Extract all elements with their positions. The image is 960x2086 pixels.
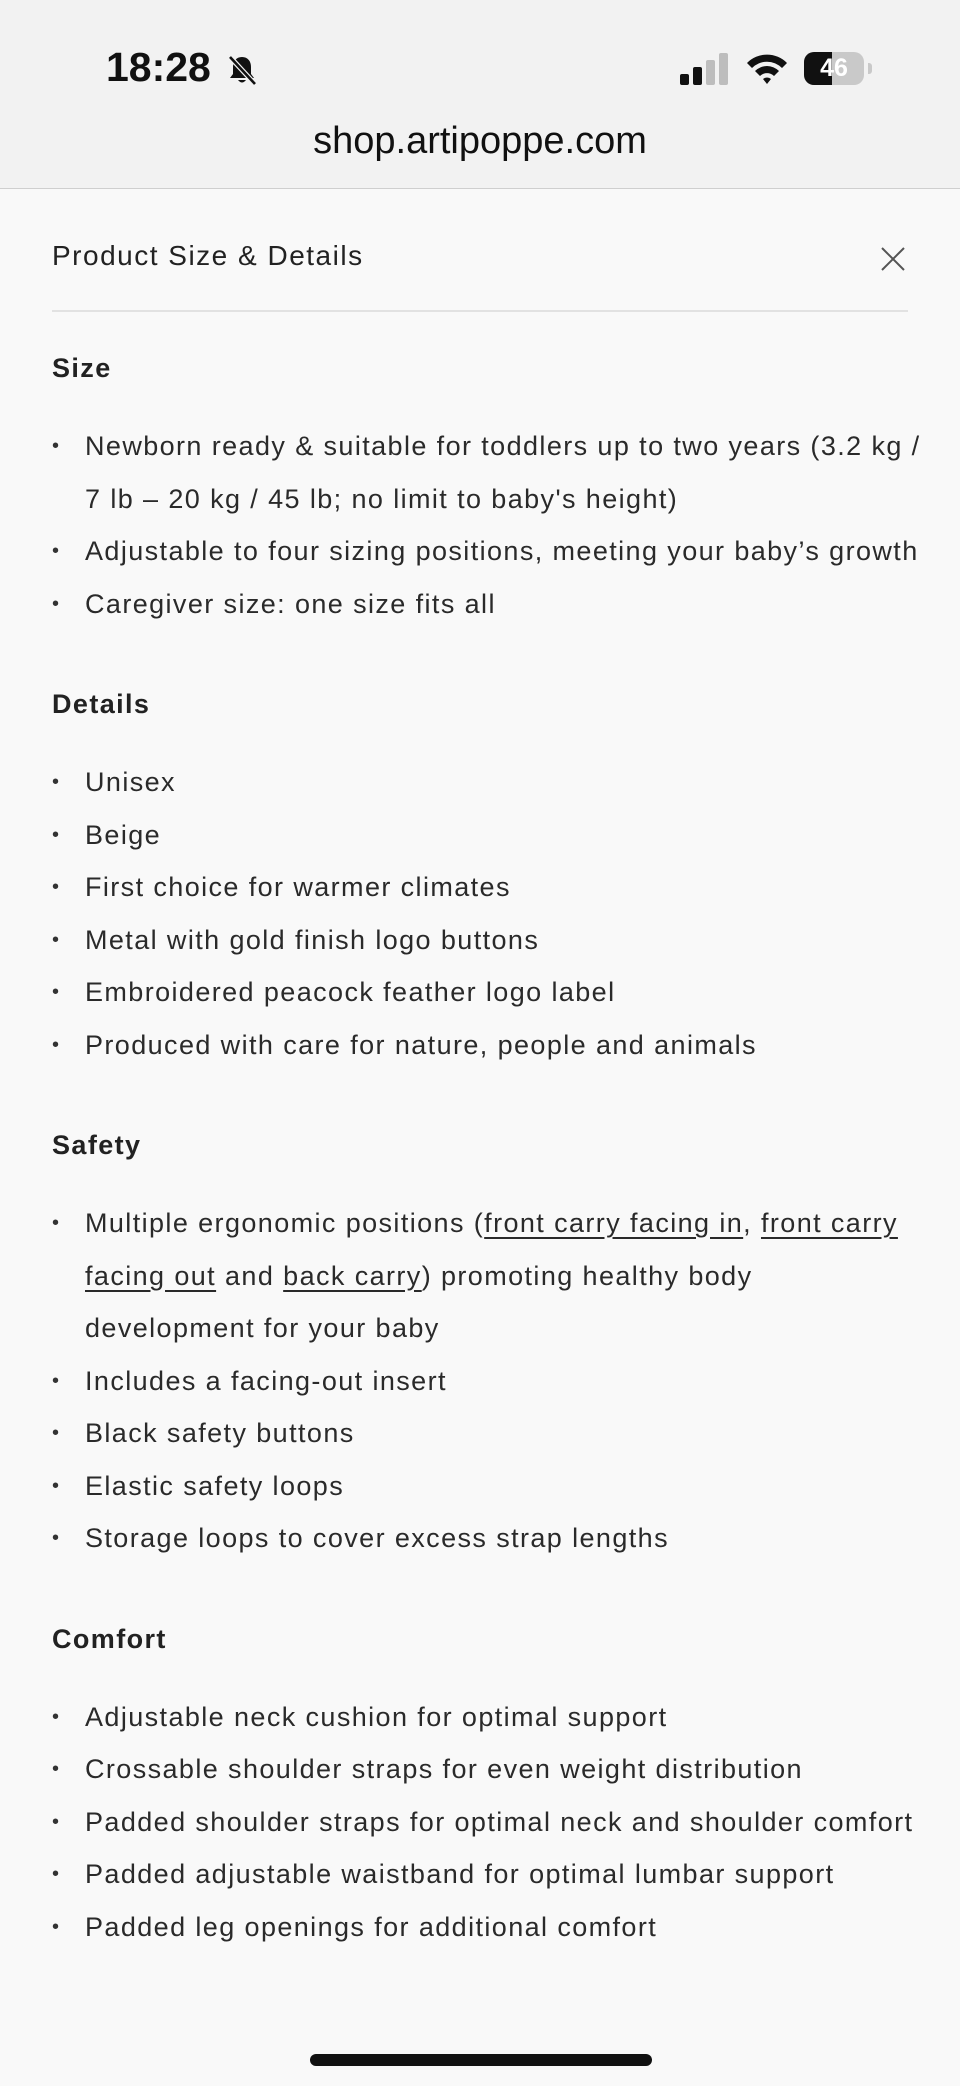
list-item: • Storage loops to cover excess strap lengths (52, 1512, 922, 1565)
text: ) promoting healthy body development for your baby (85, 1260, 753, 1343)
cellular-signal-icon (680, 52, 730, 86)
list-item: • Elastic safety loops (52, 1460, 922, 1513)
home-indicator[interactable] (310, 2054, 652, 2066)
list-item: • Metal with gold finish logo buttons (52, 914, 922, 967)
bell-slash-icon (225, 53, 259, 87)
list-item: • Unisex (52, 756, 922, 809)
close-icon[interactable] (878, 244, 908, 274)
list-item-ergonomic-positions (52, 1197, 922, 1355)
list-item: • Crossable shoulder straps for even weight distribution (52, 1743, 922, 1796)
address-bar-url[interactable]: shop.artipoppe.com (313, 120, 647, 162)
section-title-size: Size (52, 353, 112, 383)
text: and (216, 1260, 284, 1291)
list-item: • Adjustable to four sizing positions, meeting your baby’s growth (52, 525, 922, 578)
front-carry-facing-in-link[interactable]: front carry facing in (484, 1208, 744, 1238)
section-title-safety: Safety (52, 1130, 142, 1160)
list-item: • Beige (52, 809, 922, 862)
list-item: • Produced with care for nature, people and animals (52, 1019, 922, 1072)
list-item: • Includes a facing-out insert (52, 1355, 922, 1408)
safety-list (52, 1197, 922, 1565)
list-item: • Embroidered peacock feather logo label (52, 966, 922, 1019)
battery-percent: 46 (820, 54, 848, 82)
list-item: • Padded shoulder straps for optimal neck and shoulder comfort (52, 1796, 922, 1849)
text: Multiple ergonomic positions ( (85, 1208, 485, 1238)
list-item: • First choice for warmer climates (52, 861, 922, 914)
back-carry-link[interactable]: back carry (283, 1260, 422, 1291)
browser-top-bar (0, 0, 960, 189)
details-list (52, 756, 922, 1071)
list-item: • Padded adjustable waistband for optimal lumbar support (52, 1848, 922, 1901)
battery-indicator (804, 52, 866, 85)
section-title-comfort: Comfort (52, 1623, 167, 1654)
section-title-details: Details (52, 689, 151, 719)
front-carry-facing-out-link[interactable]: front carry facing out (85, 1208, 898, 1291)
list-item: • Black safety buttons (52, 1407, 922, 1460)
panel-title: Product Size & Details (52, 240, 364, 271)
list-item: • Padded leg openings for additional comfort (52, 1901, 922, 1954)
panel-header (52, 232, 908, 312)
list-item: • Caregiver size: one size fits all (52, 578, 922, 631)
comfort-list (52, 1691, 922, 1954)
panel-content (52, 348, 922, 2007)
text: , (743, 1208, 761, 1238)
list-item: • Newborn ready & suitable for toddlers up to two years (3.2 kg / 7 lb – 20 kg / 45 lb; no limit to baby's height) (52, 420, 922, 525)
wifi-icon (745, 50, 789, 86)
list-item: • Adjustable neck cushion for optimal support (52, 1691, 922, 1744)
size-list (52, 420, 922, 630)
status-time: 18:28 (106, 44, 211, 90)
